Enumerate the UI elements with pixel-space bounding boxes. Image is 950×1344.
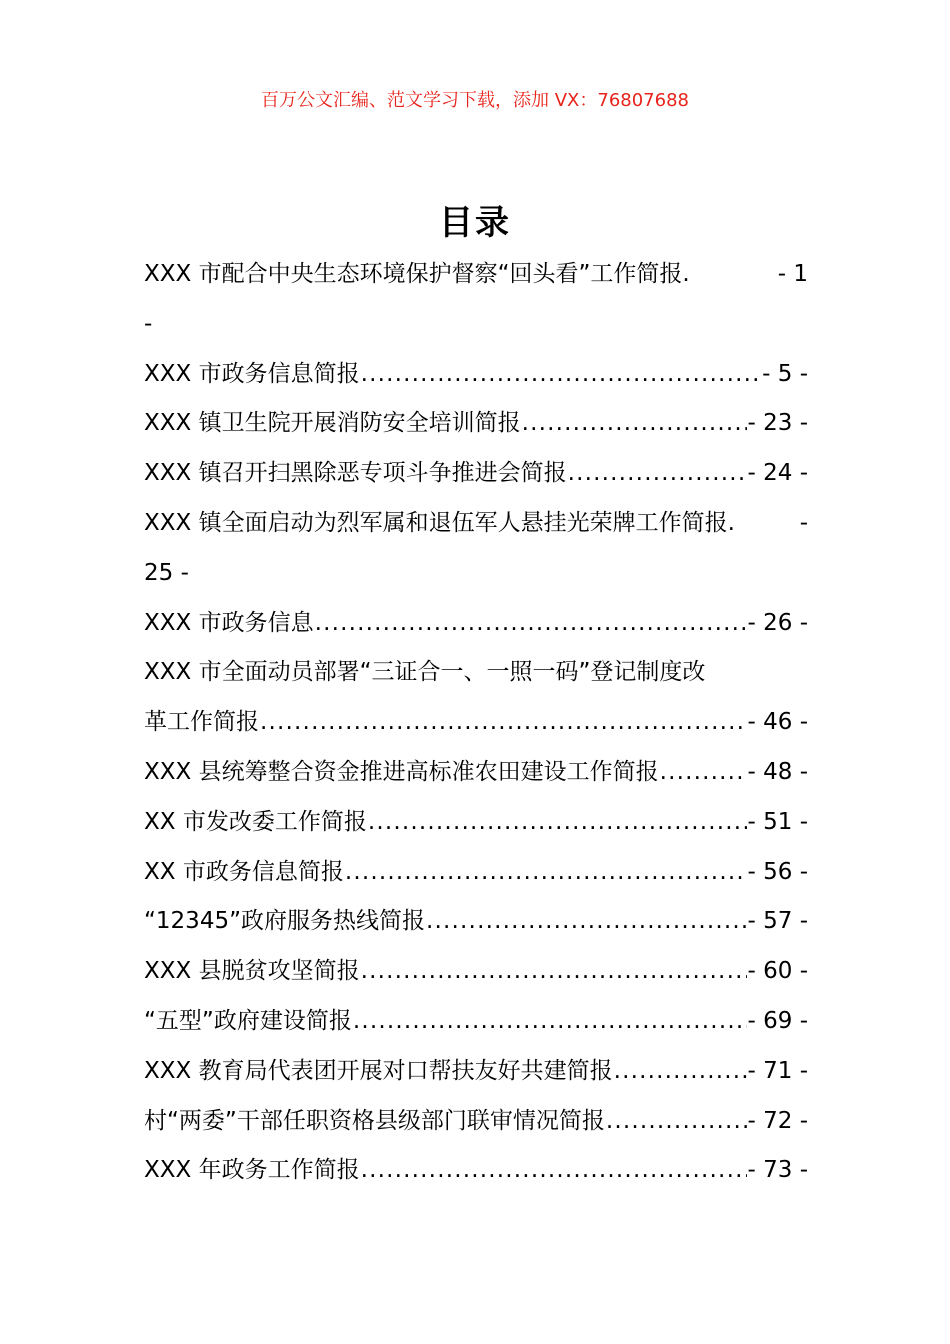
toc-entry-page: - 60 - <box>747 958 808 985</box>
dot-leader <box>345 848 747 898</box>
toc-entry[interactable] <box>144 1097 808 1147</box>
toc-entry[interactable] <box>144 848 808 898</box>
dot-leader <box>368 798 747 848</box>
dot-leader <box>426 897 747 947</box>
dot-leader <box>660 748 747 798</box>
toc-entry-title: XXX 镇卫生院开展消防安全培训简报 <box>144 410 521 437</box>
toc-entry-page: - 5 - <box>762 360 808 387</box>
toc-entry-page: - 23 - <box>747 410 808 437</box>
toc-entry-page: - 48 - <box>747 758 808 785</box>
toc-entry-title: 村“两委”干部任职资格县级部门联审情况简报 <box>144 1107 605 1134</box>
toc-entry-page-wrap: 25 - <box>144 559 189 586</box>
toc-entry-title: XXX 县脱贫攻坚简报 <box>144 958 360 985</box>
toc-entry[interactable] <box>144 399 808 449</box>
toc-entry[interactable] <box>144 947 808 997</box>
toc-entry-title: XXX 年政务工作简报 <box>144 1157 360 1184</box>
toc-entry-page: - 69 - <box>747 1007 808 1034</box>
toc-entry[interactable] <box>144 798 808 848</box>
toc-entry-title: XXX 教育局代表团开展对口帮扶友好共建简报 <box>144 1057 613 1084</box>
dot-leader <box>606 1097 747 1147</box>
toc-title: 目录 <box>439 203 511 243</box>
toc-entry[interactable] <box>144 748 808 798</box>
dot-leader <box>361 350 762 400</box>
table-of-contents <box>144 250 808 1196</box>
toc-entry-title: “12345”政府服务热线简报 <box>144 908 425 935</box>
toc-entry[interactable] <box>144 1146 808 1196</box>
toc-entry[interactable] <box>144 250 808 350</box>
dot-leader <box>353 997 747 1047</box>
toc-entry-title: XXX 市政务信息 <box>144 609 314 636</box>
dot-leader <box>522 399 747 449</box>
toc-entry[interactable] <box>144 1047 808 1097</box>
toc-entry-page: - 46 - <box>747 709 808 736</box>
dot-leader <box>315 599 747 649</box>
watermark-header-note: 百万公文汇编、范文学习下载，添加 VX：76807688 <box>261 90 689 111</box>
toc-entry-page: - 24 - <box>747 460 808 487</box>
toc-entry-title: XXX 镇召开扫黑除恶专项斗争推进会简报 <box>144 460 567 487</box>
toc-entry-page: - 73 - <box>747 1157 808 1184</box>
toc-entry[interactable] <box>144 648 808 748</box>
toc-entry-title: “五型”政府建设简报 <box>144 1007 352 1034</box>
toc-entry[interactable] <box>144 350 808 400</box>
dot-leader <box>568 449 747 499</box>
toc-entry-page: - 26 - <box>747 609 808 636</box>
toc-entry[interactable] <box>144 499 808 599</box>
toc-entry-title: XXX 市全面动员部署“三证合一、一照一码”登记制度改 <box>144 659 706 686</box>
toc-entry-title: XXX 县统筹整合资金推进高标准农田建设工作简报 <box>144 758 659 785</box>
toc-entry-page: - 51 - <box>747 808 808 835</box>
toc-entry[interactable] <box>144 897 808 947</box>
toc-entry-page: - 72 - <box>747 1107 808 1134</box>
toc-entry-title: XX 市政务信息简报 <box>144 858 344 885</box>
toc-entry-page: - 1 <box>777 261 808 287</box>
toc-entry-title: XX 市发改委工作简报 <box>144 808 367 835</box>
toc-entry-page: - <box>799 509 808 536</box>
toc-entry-page: - 57 - <box>747 908 808 935</box>
dot-leader <box>361 947 747 997</box>
dot-leader <box>614 1047 747 1097</box>
toc-entry-page: - 56 - <box>747 858 808 885</box>
toc-entry-title: XXX 市政务信息简报 <box>144 360 360 387</box>
toc-entry[interactable] <box>144 449 808 499</box>
dot-leader <box>361 1146 747 1196</box>
toc-entry[interactable] <box>144 599 808 649</box>
dot-leader <box>260 698 747 748</box>
toc-entry-title: XXX 市配合中央生态环境保护督察“回头看”工作简报. <box>144 261 690 287</box>
toc-entry[interactable] <box>144 997 808 1047</box>
toc-entry-title-continued: 革工作简报 <box>144 709 259 736</box>
toc-entry-page-wrap: - <box>144 310 153 337</box>
toc-entry-page: - 71 - <box>747 1057 808 1084</box>
toc-entry-title: XXX 镇全面启动为烈军属和退伍军人悬挂光荣牌工作简报. <box>144 509 735 536</box>
